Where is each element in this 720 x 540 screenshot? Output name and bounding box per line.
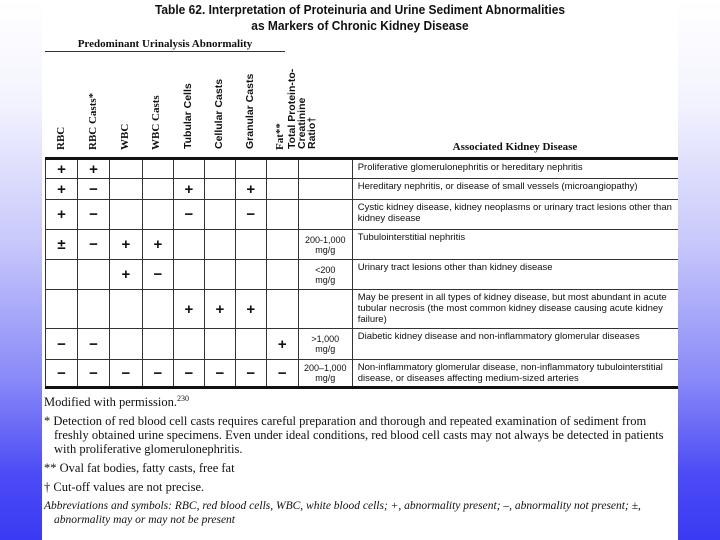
cell-fat bbox=[266, 159, 298, 179]
col-header-granular-casts: Granular Casts bbox=[244, 73, 256, 149]
cell-granular-casts bbox=[235, 329, 266, 360]
cell-wbc bbox=[109, 329, 142, 360]
footnote-cutoff: † Cut-off values are not precise. bbox=[44, 480, 205, 495]
cell-tubular-cells bbox=[173, 230, 204, 260]
cell-tubular-cells: + bbox=[173, 290, 204, 329]
cell-disease: Proliferative glomerulonephritis or hereditary nephritis bbox=[352, 159, 678, 179]
cell-rbc bbox=[46, 290, 78, 329]
col-header-fat: Fat** bbox=[274, 123, 286, 150]
table-row bbox=[46, 329, 679, 360]
cell-cellular-casts: − bbox=[204, 360, 235, 388]
cell-fat bbox=[266, 179, 298, 200]
cell-disease: Hereditary nephritis, or disease of small vessels (microangiopathy) bbox=[352, 179, 678, 200]
cell-rbc: + bbox=[46, 200, 78, 230]
cell-rbc: ± bbox=[46, 230, 78, 260]
cell-rbc-casts bbox=[77, 290, 109, 329]
footnote-rbc-casts: * Detection of red blood cell casts requires careful preparation and thorough and repeated examination of sediment from freshly obtained urine specimens. Even under ideal conditions, red blood cell casts may not always be detected in patients with proliferative glomerulonephritis. bbox=[44, 414, 664, 457]
footnote-fat: ** Oval fat bodies, fatty casts, free fat bbox=[44, 461, 235, 476]
cell-granular-casts: + bbox=[235, 290, 266, 329]
cell-wbc-casts bbox=[142, 159, 173, 179]
cell-wbc-casts bbox=[142, 200, 173, 230]
cell-cellular-casts bbox=[204, 179, 235, 200]
col-header-ratio-3: Ratio† bbox=[306, 116, 318, 149]
cell-ratio bbox=[298, 200, 352, 230]
cell-wbc-casts bbox=[142, 179, 173, 200]
cell-cellular-casts bbox=[204, 230, 235, 260]
table-row bbox=[46, 230, 679, 260]
cell-rbc-casts: + bbox=[77, 159, 109, 179]
cell-disease: May be present in all types of kidney disease, but most abundant in acute tubular necrosis (the most common kidney disease causing acute kidney failure) bbox=[352, 290, 678, 329]
cell-wbc-casts: − bbox=[142, 260, 173, 290]
footnote-abbreviations: Abbreviations and symbols: RBC, red blood cells, WBC, white blood cells; +, abnormality present; –, abnormality not present; ±, abnormality may or may not be present bbox=[44, 500, 641, 527]
col-header-rbc-casts: RBC Casts* bbox=[87, 92, 99, 150]
cell-wbc bbox=[109, 159, 142, 179]
cell-tubular-cells bbox=[173, 159, 204, 179]
table-title bbox=[67, 2, 652, 34]
cell-ratio bbox=[298, 179, 352, 200]
footnotes bbox=[44, 392, 678, 532]
cell-rbc-casts: − bbox=[77, 200, 109, 230]
cell-wbc bbox=[109, 200, 142, 230]
cell-disease: Tubulointerstitial nephritis bbox=[352, 230, 678, 260]
urinalysis-table bbox=[45, 157, 678, 389]
document-page bbox=[42, 0, 678, 540]
cell-fat bbox=[266, 260, 298, 290]
cell-wbc-casts: − bbox=[142, 360, 173, 388]
cell-granular-casts bbox=[235, 260, 266, 290]
table-row bbox=[46, 200, 679, 230]
cell-granular-casts bbox=[235, 159, 266, 179]
table-row bbox=[46, 260, 679, 290]
col-header-wbc-casts: WBC Casts bbox=[150, 95, 162, 150]
cell-disease: Urinary tract lesions other than kidney disease bbox=[352, 260, 678, 290]
cell-granular-casts: − bbox=[235, 200, 266, 230]
cell-tubular-cells: + bbox=[173, 179, 204, 200]
cell-wbc-casts bbox=[142, 329, 173, 360]
title-line-2: as Markers of Chronic Kidney Disease bbox=[251, 18, 469, 33]
cell-rbc-casts: − bbox=[77, 230, 109, 260]
cell-fat bbox=[266, 230, 298, 260]
cell-tubular-cells bbox=[173, 260, 204, 290]
cell-tubular-cells: − bbox=[173, 360, 204, 388]
col-header-rbc: RBC bbox=[55, 126, 67, 150]
cell-wbc: − bbox=[109, 360, 142, 388]
group-header: Predominant Urinalysis Abnormality bbox=[45, 38, 285, 52]
col-header-ratio-1: Total Protein-to- bbox=[286, 68, 298, 149]
cell-wbc bbox=[109, 290, 142, 329]
cell-rbc-casts: − bbox=[77, 360, 109, 388]
cell-wbc bbox=[109, 179, 142, 200]
cell-ratio bbox=[298, 159, 352, 179]
cell-disease: Cystic kidney disease, kidney neoplasms or urinary tract lesions other than kidney disease bbox=[352, 200, 678, 230]
col-header-associated-disease: Associated Kidney Disease bbox=[452, 141, 578, 153]
cell-cellular-casts bbox=[204, 200, 235, 230]
cell-wbc-casts bbox=[142, 290, 173, 329]
cell-tubular-cells: − bbox=[173, 200, 204, 230]
cell-rbc bbox=[46, 260, 78, 290]
cell-disease: Non-inflammatory glomerular disease, non-inflammatory tubulointerstitial disease, or diseases affecting medium-sized arteries bbox=[352, 360, 678, 388]
cell-rbc: − bbox=[46, 329, 78, 360]
cell-rbc: + bbox=[46, 159, 78, 179]
cell-rbc-casts bbox=[77, 260, 109, 290]
table-row bbox=[46, 290, 679, 329]
table-row bbox=[46, 179, 679, 200]
footnote-modified: Modified with permission.$^{230}$ bbox=[44, 394, 189, 410]
cell-ratio: >1,000 mg/g bbox=[298, 329, 352, 360]
cell-granular-casts bbox=[235, 230, 266, 260]
cell-rbc: + bbox=[46, 179, 78, 200]
cell-cellular-casts bbox=[204, 159, 235, 179]
cell-granular-casts: + bbox=[235, 179, 266, 200]
cell-fat: + bbox=[266, 329, 298, 360]
cell-disease: Diabetic kidney disease and non-inflammatory glomerular diseases bbox=[352, 329, 678, 360]
cell-cellular-casts bbox=[204, 260, 235, 290]
cell-ratio: 200-1,000 mg/g bbox=[298, 230, 352, 260]
col-header-ratio-2: Creatinine bbox=[296, 97, 308, 149]
cell-rbc-casts: − bbox=[77, 179, 109, 200]
cell-fat bbox=[266, 200, 298, 230]
table-row bbox=[46, 360, 679, 388]
cell-wbc: + bbox=[109, 230, 142, 260]
reference-superscript: 230 bbox=[176, 394, 189, 403]
cell-fat bbox=[266, 290, 298, 329]
cell-cellular-casts bbox=[204, 329, 235, 360]
table-row bbox=[46, 159, 679, 179]
col-header-cellular-casts: Cellular Casts bbox=[213, 78, 225, 149]
cell-rbc-casts: − bbox=[77, 329, 109, 360]
cell-wbc-casts: + bbox=[142, 230, 173, 260]
col-header-wbc: WBC bbox=[119, 123, 131, 150]
cell-ratio: 200–1,000 mg/g bbox=[298, 360, 352, 388]
cell-wbc: + bbox=[109, 260, 142, 290]
cell-cellular-casts: + bbox=[204, 290, 235, 329]
cell-ratio: <200 mg/g bbox=[298, 260, 352, 290]
title-line-1: Table 62. Interpretation of Proteinuria and Urine Sediment Abnormalities bbox=[154, 2, 566, 17]
cell-tubular-cells bbox=[173, 329, 204, 360]
cell-rbc: − bbox=[46, 360, 78, 388]
cell-ratio bbox=[298, 290, 352, 329]
cell-fat: − bbox=[266, 360, 298, 388]
cell-granular-casts: − bbox=[235, 360, 266, 388]
col-header-tubular-cells: Tubular Cells bbox=[182, 83, 194, 149]
